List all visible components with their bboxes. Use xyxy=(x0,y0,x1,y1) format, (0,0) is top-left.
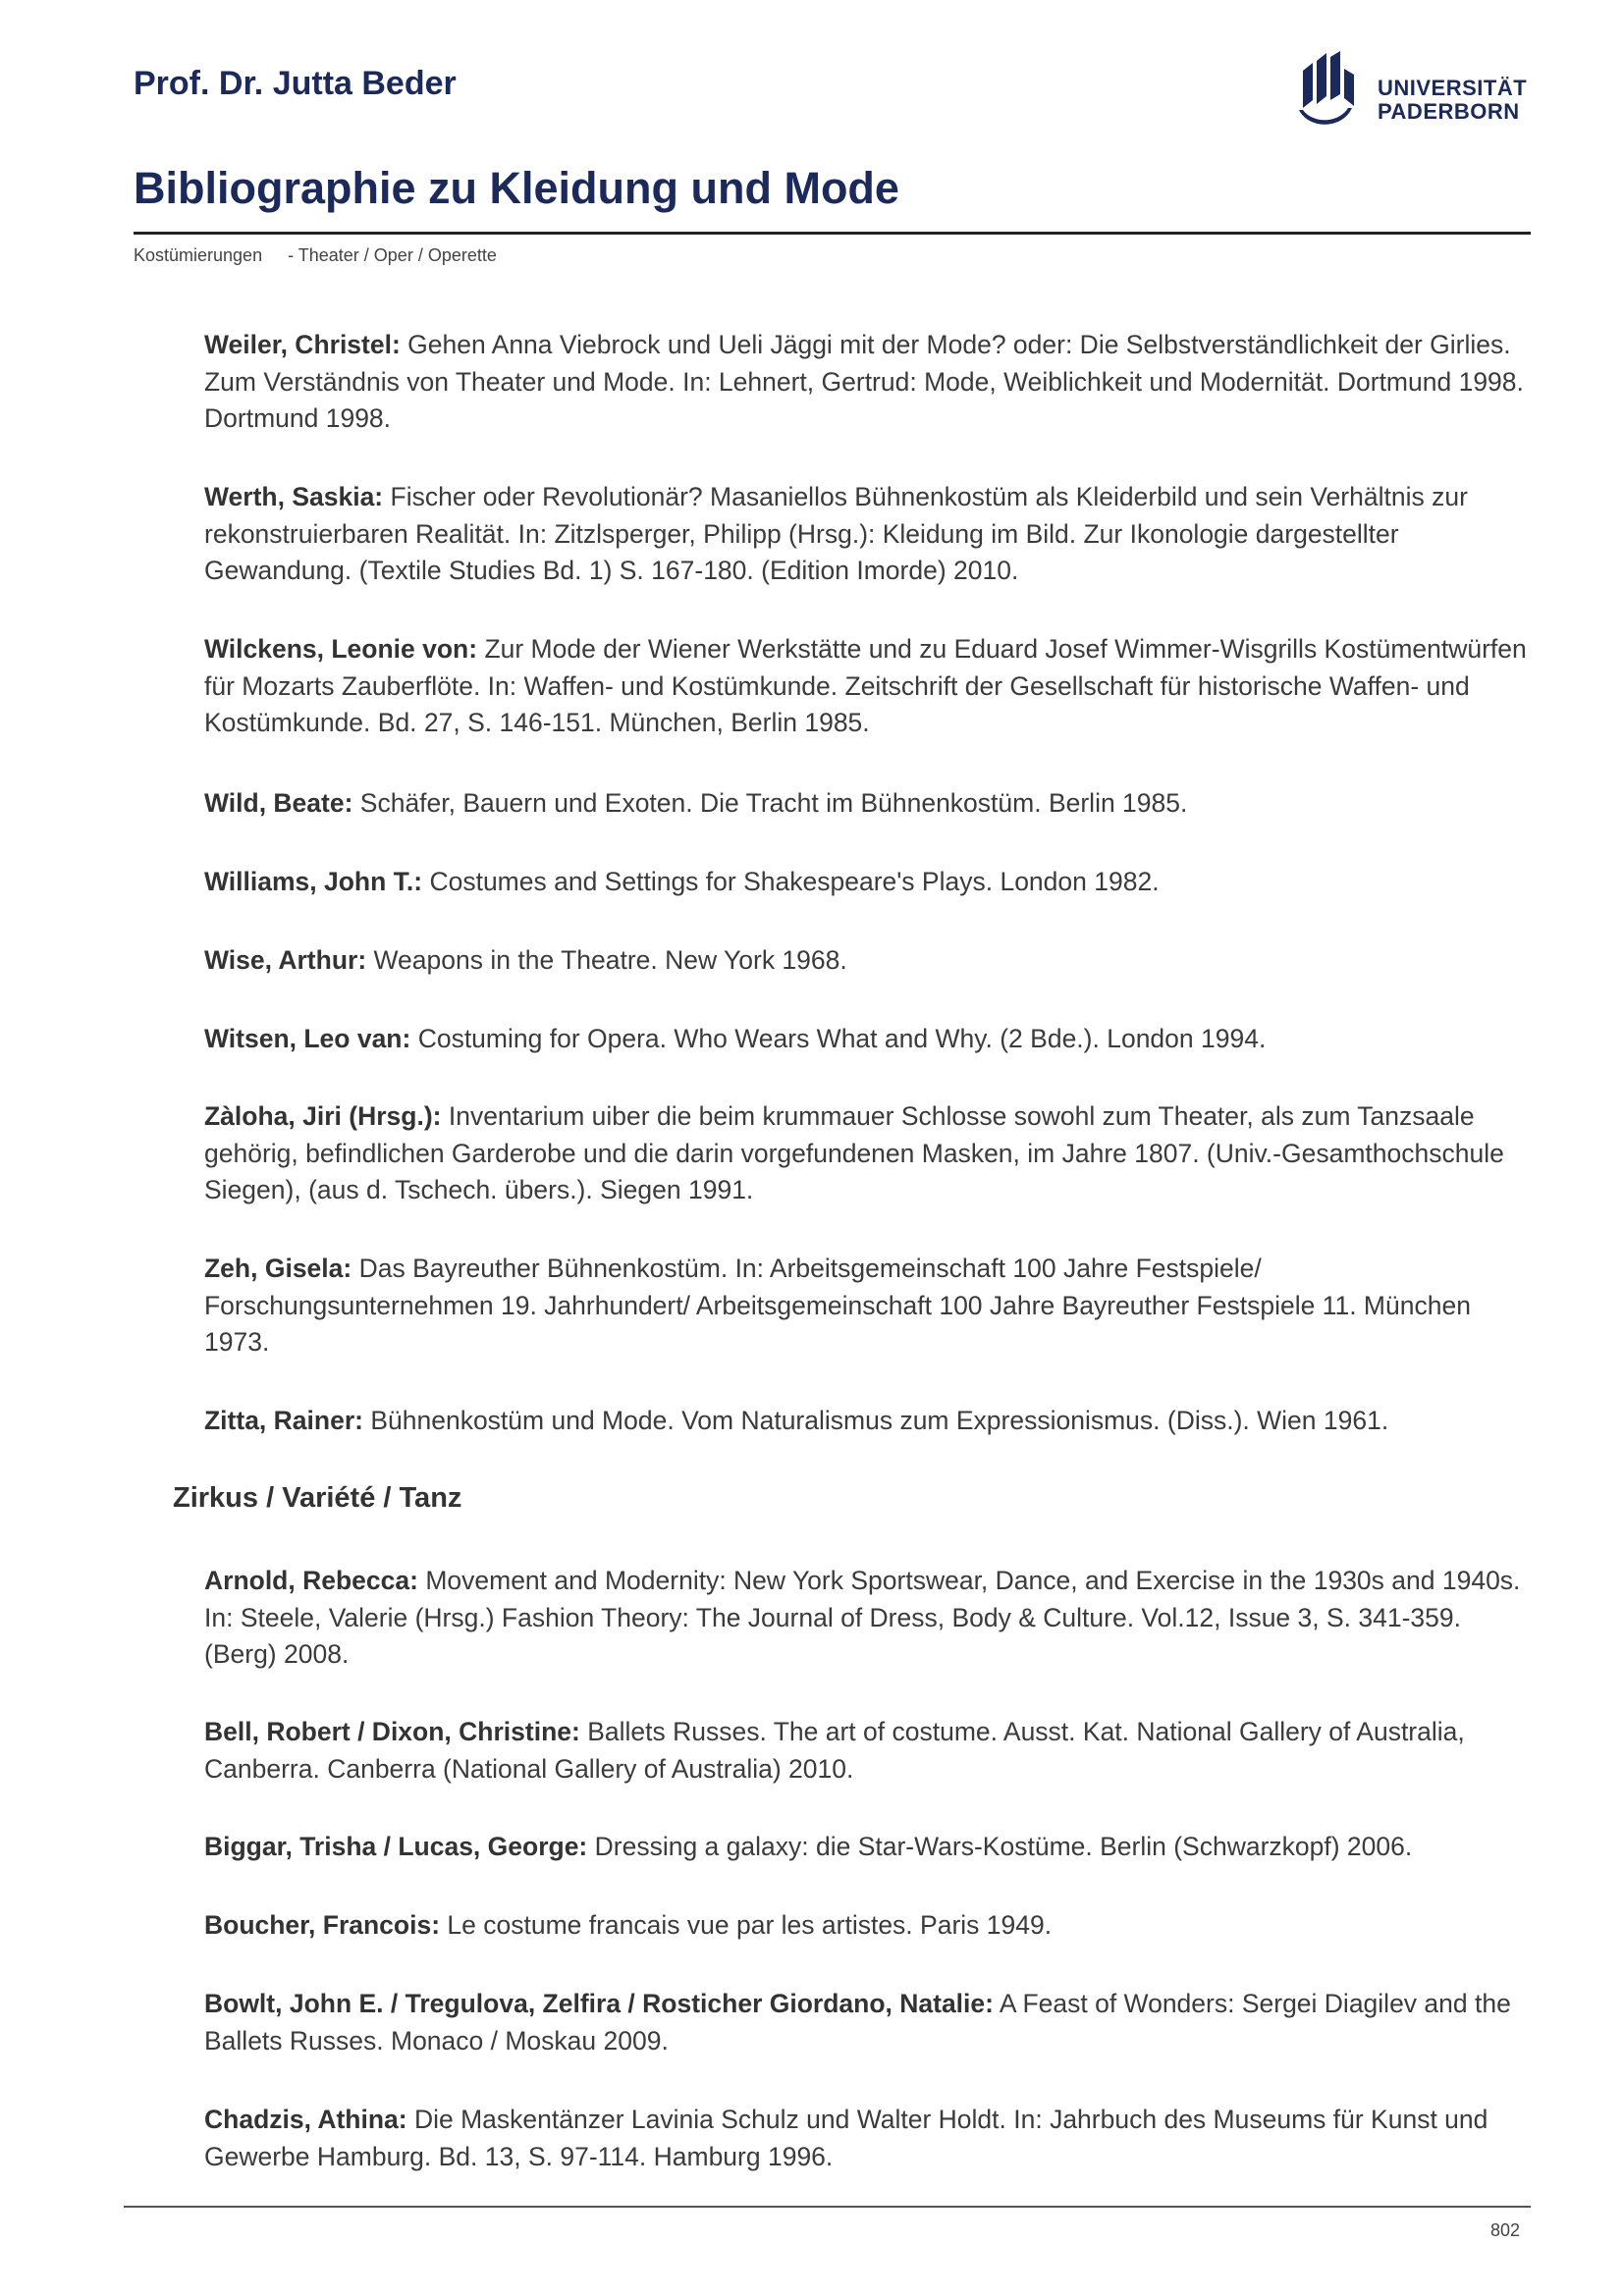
entry-text: Die Maskentänzer Lavinia Schulz und Walter Holdt. In: Jahrbuch des Museums für Kunst und Gewerbe Hamburg. Bd. 13, S. 97-114. Hamburg 1996. xyxy=(204,2105,1488,2171)
entry-author: Zitta, Rainer: xyxy=(204,1406,363,1435)
bibliography-entry xyxy=(204,1986,1535,2059)
entry-author: Zeh, Gisela: xyxy=(204,1254,352,1283)
entry-author: Biggar, Trisha / Lucas, George: xyxy=(204,1832,588,1861)
entry-text: Ballets Russes. The art of costume. Ausst. Kat. National Gallery of Australia, Canberra. Canberra (National Gallery of Australia) 2010. xyxy=(204,1717,1465,1784)
entry-text: Dressing a galaxy: die Star-Wars-Kostüme. Berlin (Schwarzkopf) 2006. xyxy=(587,1832,1413,1861)
bibliography-entry xyxy=(204,479,1535,590)
entry-author: Wise, Arthur: xyxy=(204,945,367,975)
section-heading: Zirkus / Variété / Tanz xyxy=(173,1482,462,1514)
entry-author: Williams, John T.: xyxy=(204,867,423,896)
entry-text: A Feast of Wonders: Sergei Diagilev and the Ballets Russes. Monaco / Moskau 2009. xyxy=(204,1989,1511,2056)
bibliography-entry xyxy=(204,1829,1535,1866)
page-number: 802 xyxy=(1489,2220,1520,2240)
entry-author: Bowlt, John E. / Tregulova, Zelfira / Rosticher Giordano, Natalie: xyxy=(204,1989,994,2018)
entry-author: Zàloha, Jiri (Hrsg.): xyxy=(204,1101,442,1131)
breadcrumb-item: Kostümierungen xyxy=(134,245,263,265)
bibliography-entry xyxy=(204,785,1535,823)
entry-text: Bühnenkostüm und Mode. Vom Naturalismus zum Expressionismus. (Diss.). Wien 1961. xyxy=(362,1406,1389,1435)
bibliography-entry xyxy=(204,942,1535,980)
entry-author: Weiler, Christel: xyxy=(204,330,401,359)
logo-text-line1: UNIVERSITÄT xyxy=(1378,76,1528,100)
bibliography-entry xyxy=(204,327,1535,438)
entry-text: Gehen Anna Viebrock und Ueli Jäggi mit der Mode? oder: Die Selbstverständlichkeit der Girlies. Zum Verständnis von Theater und Mode. In: Lehnert, Gertrud: Mode, Weiblichkeit und Modernität. Dortmund 1998. Dortmund 1998. xyxy=(204,330,1524,433)
entry-text: Movement and Modernity: New York Sportswear, Dance, and Exercise in the 1930s and 1940s. In: Steele, Valerie (Hrsg.) Fashion Theory: The Journal of Dress, Body & Culture. Vol.12, Issue 3, S. 341-359. (Berg) 2008. xyxy=(204,1566,1521,1669)
bibliography-entry xyxy=(204,2102,1535,2175)
entry-author: Bell, Robert / Dixon, Christine: xyxy=(204,1717,580,1746)
entry-text: Zur Mode der Wiener Werkstätte und zu Eduard Josef Wimmer-Wisgrills Kostümentwürfen für Mozarts Zauberflöte. In: Waffen- und Kostümkunde. Zeitschrift der Gesellschaft für historische Waffen- und Kostümkunde. Bd. 27, S. 146-151. München, Berlin 1985. xyxy=(204,634,1527,737)
bibliography-entry xyxy=(204,1098,1535,1209)
breadcrumb xyxy=(134,245,497,266)
entry-author: Chadzis, Athina: xyxy=(204,2105,407,2134)
bibliography-entry xyxy=(204,1251,1535,1362)
entry-text: Inventarium uiber die beim krummauer Schlosse sowohl zum Theater, als zum Tanzsaale gehörig, befindlichen Garderobe und die darin vorgefundenen Masken, im Jahre 1807. (Univ.-Gesamthochschule Siegen), (aus d. Tschech. übers.). Siegen 1991. xyxy=(204,1101,1504,1204)
entry-author: Boucher, Francois: xyxy=(204,1910,441,1940)
bibliography-entry xyxy=(204,1403,1535,1440)
bibliography-entry xyxy=(204,1907,1535,1945)
bibliography-entry xyxy=(204,1021,1535,1058)
document-title: Bibliographie zu Kleidung und Mode xyxy=(134,163,899,213)
entry-text: Costumes and Settings for Shakespeare's Plays. London 1982. xyxy=(422,867,1160,896)
footer-divider xyxy=(124,2206,1531,2208)
university-logo xyxy=(1299,51,1528,133)
entry-author: Arnold, Rebecca: xyxy=(204,1566,418,1595)
author-name: Prof. Dr. Jutta Beder xyxy=(134,65,457,102)
entry-author: Wilckens, Leonie von: xyxy=(204,634,478,664)
entry-text: Fischer oder Revolutionär? Masaniellos Bühnenkostüm als Kleiderbild und sein Verhältnis zur rekonstruierbaren Realität. In: Zitzlsperger, Philipp (Hrsg.): Kleidung im Bild. Zur Ikonologie dargestellter Gewandung. (Textile Studies Bd. 1) S. 167-180. (Edition Imorde) 2010. xyxy=(204,482,1468,585)
entry-author: Wild, Beate: xyxy=(204,788,353,818)
bibliography-entry xyxy=(204,631,1535,742)
bibliography-entry xyxy=(204,1714,1535,1788)
bibliography-entry xyxy=(204,1563,1535,1674)
entry-author: Werth, Saskia: xyxy=(204,482,384,511)
breadcrumb-item: - Theater / Oper / Operette xyxy=(288,245,497,265)
entry-text: Le costume francais vue par les artistes. Paris 1949. xyxy=(440,1910,1053,1940)
entry-text: Das Bayreuther Bühnenkostüm. In: Arbeitsgemeinschaft 100 Jahre Festspiele/ Forschungsunternehmen 19. Jahrhundert/ Arbeitsgemeinschaft 100 Jahre Bayreuther Festspiele 11. München 1973. xyxy=(204,1254,1471,1357)
entry-text: Costuming for Opera. Who Wears What and Why. (2 Bde.). London 1994. xyxy=(410,1024,1267,1053)
entry-text: Schäfer, Bauern und Exoten. Die Tracht im Bühnenkostüm. Berlin 1985. xyxy=(352,788,1188,818)
bibliography-entry xyxy=(204,864,1535,901)
university-logo-icon xyxy=(1299,51,1372,133)
entry-author: Witsen, Leo van: xyxy=(204,1024,411,1053)
entry-text: Weapons in the Theatre. New York 1968. xyxy=(366,945,847,975)
header-divider xyxy=(134,232,1531,235)
logo-text-line2: PADERBORN xyxy=(1378,99,1520,124)
